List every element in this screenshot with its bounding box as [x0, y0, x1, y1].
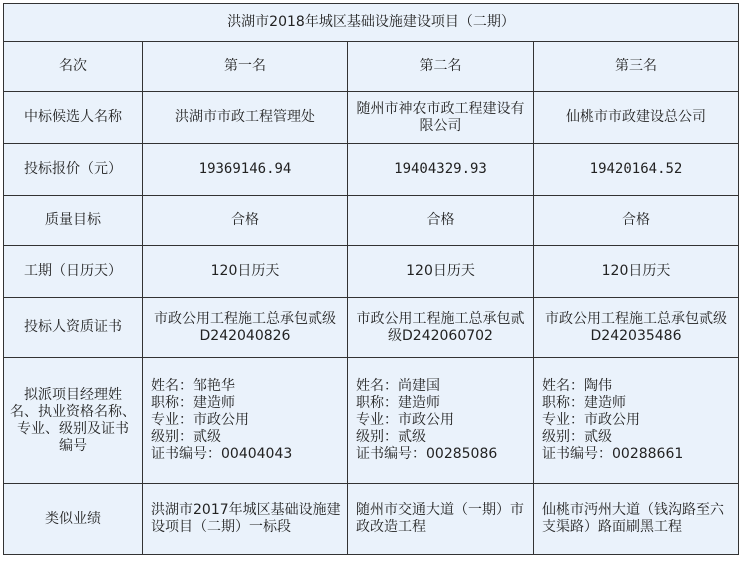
qualification-second: 市政公用工程施工总承包贰级D242060702	[348, 298, 534, 358]
period-second: 120日历天	[348, 246, 534, 298]
qualification-row	[4, 298, 739, 358]
candidate-label: 中标候选人名称	[4, 92, 143, 144]
price-label: 投标报价（元）	[4, 144, 143, 196]
performance-third: 仙桃市沔州大道（钱沟路至六支渠路）路面刷黑工程	[534, 484, 739, 555]
second-place-header: 第二名	[348, 42, 534, 92]
candidate-second: 随州市神农市政工程建设有限公司	[348, 92, 534, 144]
quality-row	[4, 196, 739, 246]
pm-name: 姓名：尚建国	[356, 378, 440, 394]
price-third: 19420164.52	[534, 144, 739, 196]
pm-level: 级别：贰级	[151, 429, 221, 445]
period-label: 工期（日历天）	[4, 246, 143, 298]
period-third: 120日历天	[534, 246, 739, 298]
pm-major: 专业：市政公用	[356, 412, 454, 428]
pm-level: 级别：贰级	[356, 429, 426, 445]
performance-first: 洪湖市2017年城区基础设施建设项目（二期）一标段	[143, 484, 348, 555]
bid-result-table	[3, 3, 739, 555]
qualification-first: 市政公用工程施工总承包贰级D242040826	[143, 298, 348, 358]
period-first: 120日历天	[143, 246, 348, 298]
performance-second: 随州市交通大道（一期）市政改造工程	[348, 484, 534, 555]
quality-first: 合格	[143, 196, 348, 246]
title-row	[4, 4, 739, 42]
quality-second: 合格	[348, 196, 534, 246]
header-row	[4, 42, 739, 92]
period-row	[4, 246, 739, 298]
quality-third: 合格	[534, 196, 739, 246]
third-place-header: 第三名	[534, 42, 739, 92]
qualification-third: 市政公用工程施工总承包贰级D242035486	[534, 298, 739, 358]
project-manager-third	[534, 358, 739, 484]
pm-name: 姓名：陶伟	[542, 378, 612, 394]
pm-major: 专业：市政公用	[542, 412, 640, 428]
rank-label: 名次	[4, 42, 143, 92]
pm-label-line: 专业、级别及证书	[17, 420, 129, 437]
candidate-third: 仙桃市市政建设总公司	[534, 92, 739, 144]
table-title: 洪湖市2018年城区基础设施建设项目（二期）	[4, 4, 739, 42]
price-second: 19404329.93	[348, 144, 534, 196]
project-manager-second	[348, 358, 534, 484]
candidate-first: 洪湖市市政工程管理处	[143, 92, 348, 144]
first-place-header: 第一名	[143, 42, 348, 92]
pm-title: 职称：建造师	[542, 395, 626, 411]
pm-title: 职称：建造师	[151, 395, 235, 411]
pm-cert: 证书编号：00285086	[356, 446, 498, 462]
pm-title: 职称：建造师	[356, 395, 440, 411]
pm-name: 姓名：邹艳华	[151, 378, 235, 394]
project-manager-first	[143, 358, 348, 484]
candidate-row	[4, 92, 739, 144]
quality-label: 质量目标	[4, 196, 143, 246]
qualification-label: 投标人资质证书	[4, 298, 143, 358]
pm-cert: 证书编号：00404043	[151, 446, 293, 462]
pm-label-line: 名、执业资格名称、	[10, 403, 136, 420]
pm-cert: 证书编号：00288661	[542, 446, 684, 462]
price-row	[4, 144, 739, 196]
project-manager-row	[4, 358, 739, 484]
pm-major: 专业：市政公用	[151, 412, 249, 428]
pm-level: 级别：贰级	[542, 429, 612, 445]
pm-label-line: 编号	[59, 437, 87, 454]
price-first: 19369146.94	[143, 144, 348, 196]
project-manager-label	[4, 358, 143, 484]
pm-label-line: 拟派项目经理姓	[24, 386, 122, 403]
performance-label: 类似业绩	[4, 484, 143, 555]
performance-row	[4, 484, 739, 555]
